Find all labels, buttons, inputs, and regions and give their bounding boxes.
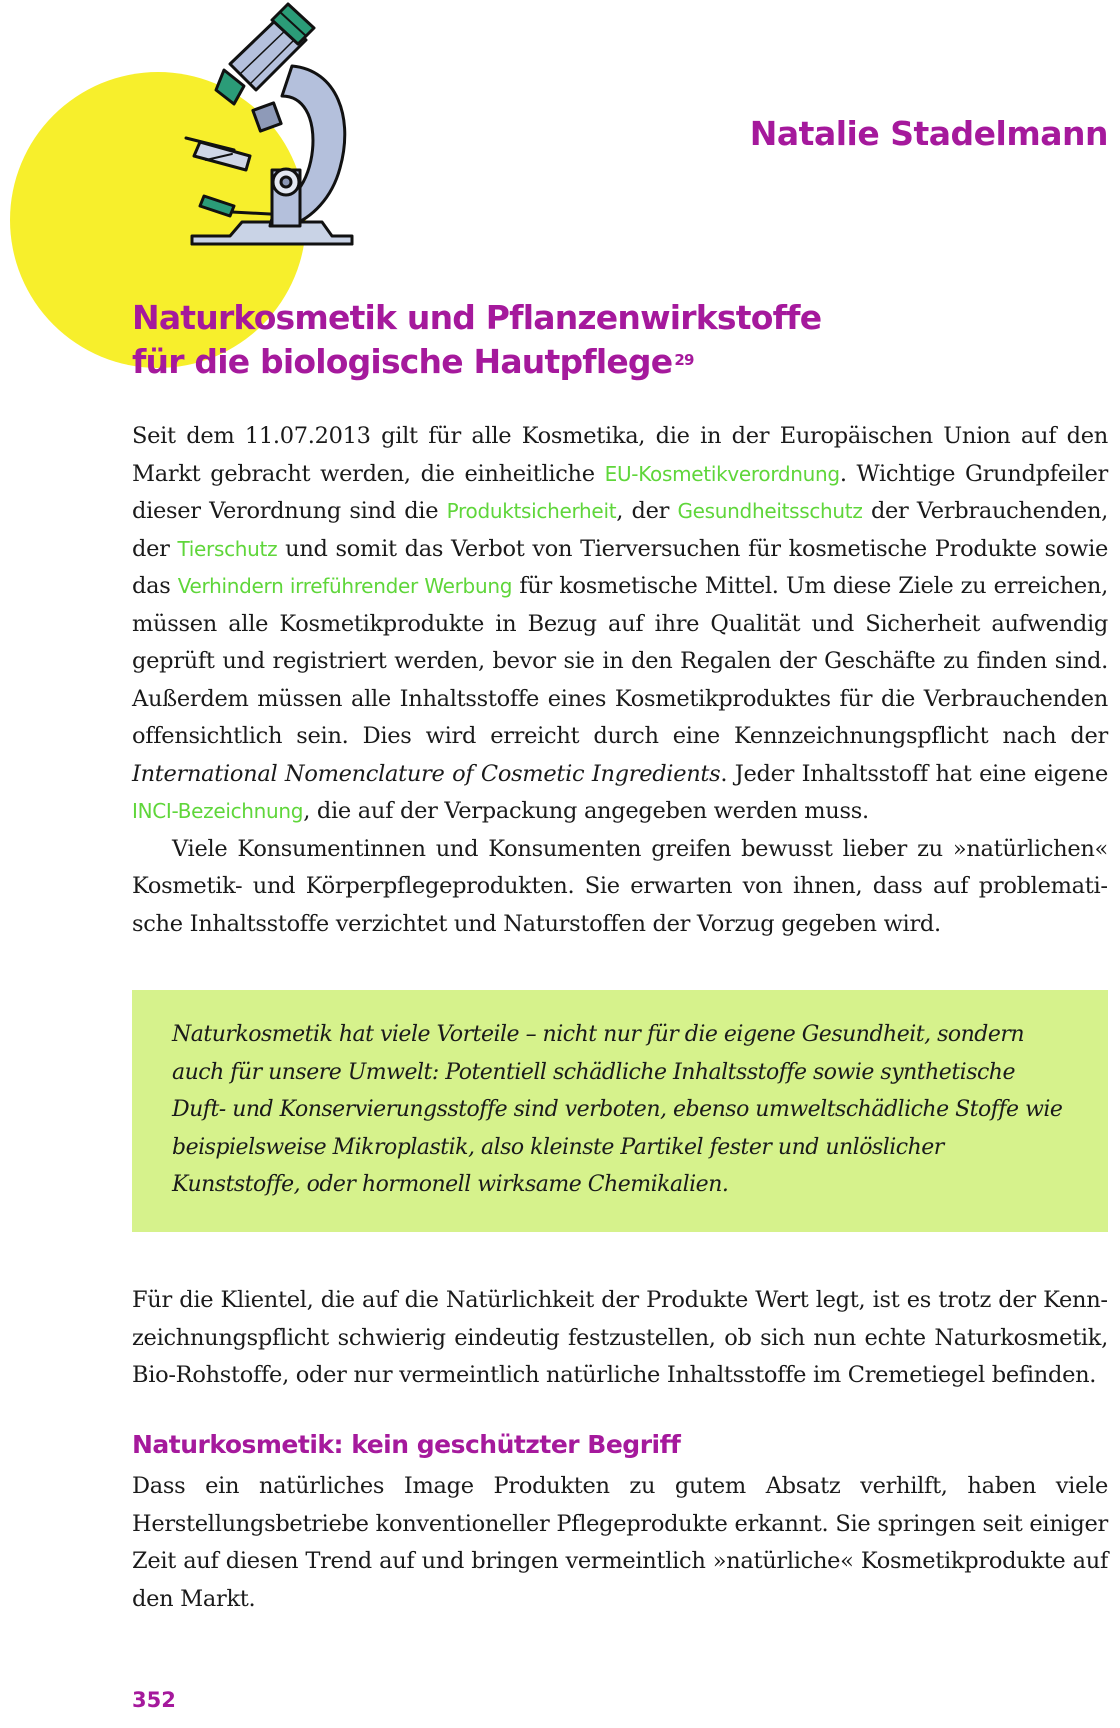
title-line-2: für die biologische Hautpflege bbox=[132, 342, 673, 381]
body-paragraph-group-1 bbox=[132, 418, 1108, 943]
inci-full-name: International Nomenclature of Cosmetic Ingredients bbox=[132, 760, 721, 787]
text-run: , die auf der Verpackung angegeben werden muss. bbox=[303, 798, 869, 824]
keyword-verhindern-irrefuehrender-werbung: Verhindern irreführender Werbung bbox=[177, 574, 513, 598]
article-title bbox=[132, 296, 892, 384]
author-name: Natalie Stadelmann bbox=[749, 114, 1108, 153]
text-run: der Verbrauchenden, der bbox=[132, 498, 1108, 562]
text-run: und somit das Verbot von Tierversuchen für kosmetische Produkte sowie das bbox=[132, 535, 1108, 599]
body-paragraph-group-2 bbox=[132, 1282, 1108, 1395]
paragraph-2: Viele Konsumentinnen und Konsumenten greifen bewusst lieber zu »natürlichen« Kosmetik- und Körperpflegeprodukten. Sie erwarten von ihnen, dass auf problematische Inhaltsstoffe verzichtet und Naturstoffen der Vorzug gegeben wird. bbox=[132, 835, 1108, 937]
keyword-tierschutz: Tierschutz bbox=[177, 536, 278, 561]
body-paragraph-group-3 bbox=[132, 1468, 1108, 1618]
text-run: Seit dem 11.07.2013 gilt für alle Kosmetika, die in der Europäischen Union auf den Markt gebracht werden, die einheitliche bbox=[132, 423, 1108, 487]
text-run: . Jeder Inhaltsstoff hat eine eigene bbox=[720, 760, 1108, 787]
paragraph-4: Dass ein natürliches Image Produkten zu gutem Absatz verhilft, haben viele Herstellungsbetriebe konventioneller Pflegeprodukte erkannt. Sie springen seit einiger Zeit auf diesen Trend auf und bringen vermeintlich »natürliche« Kosmetikprodukte auf den Markt. bbox=[132, 1473, 1108, 1612]
title-line-1: Naturkosmetik und Pflanzenwirkstoffe bbox=[132, 298, 822, 337]
text-run: . Wichtige Grundpfeiler dieser Verordnung sind die bbox=[132, 460, 1109, 524]
paragraph-3: Für die Klientel, die auf die Natürlichkeit der Produkte Wert legt, ist es trotz der Kennzeichnungspflicht schwierig eindeutig festzustellen, ob sich nun echte Naturkosmetik, Bio-Rohstoffe, oder nur vermeintlich natürliche Inhaltsstoffe im Cremetiegel befinden. bbox=[132, 1287, 1108, 1388]
title-footnote-marker[interactable]: 29 bbox=[674, 351, 694, 369]
keyword-inci-bezeichnung: INCI-Bezeichnung bbox=[132, 799, 304, 823]
callout-box bbox=[132, 990, 1108, 1232]
page-number: 352 bbox=[132, 1688, 176, 1712]
keyword-eu-kosmetikverordnung: EU-Kosmetikverordnung bbox=[604, 461, 840, 486]
section-subheading: Naturkosmetik: kein geschützter Begriff bbox=[132, 1430, 681, 1459]
paragraph-1 bbox=[132, 418, 1108, 831]
microscope-icon bbox=[172, 0, 402, 270]
text-run: für kosmetische Mittel. Um diese Ziele zu erreichen, müssen alle Kosmetikprodukte in Bezug auf ihre Qualität und Sicherheit aufwendig geprüft und registriert werden, bevor sie in den Regalen der Geschäfte zu finden sind. Außerdem müssen alle Inhaltsstoffe eines Kosmetikproduktes für die Verbrauchenden offensichtlich sein. Dies wird erreicht durch eine Kennzeichnungspflicht nach der bbox=[132, 573, 1108, 749]
keyword-produktsicherheit: Produktsicherheit bbox=[446, 499, 617, 523]
callout-text: Naturkosmetik hat viele Vorteile – nicht nur für die eigene Gesundheit, sondern auch für unsere Umwelt: Potentiell schädliche Inhaltsstoffe sowie synthetische Duft- und Konservierungsstoffe sind verboten, ebenso umweltschädliche Stoffe wie beispielsweise Mikroplastik, also kleinste Partikel fester und unlöslicher Kunststoffe, oder hormonell wirksame Chemikalien. bbox=[172, 1022, 1063, 1197]
text-run: , der bbox=[616, 498, 678, 524]
keyword-gesundheitsschutz: Gesundheitsschutz bbox=[677, 499, 863, 523]
